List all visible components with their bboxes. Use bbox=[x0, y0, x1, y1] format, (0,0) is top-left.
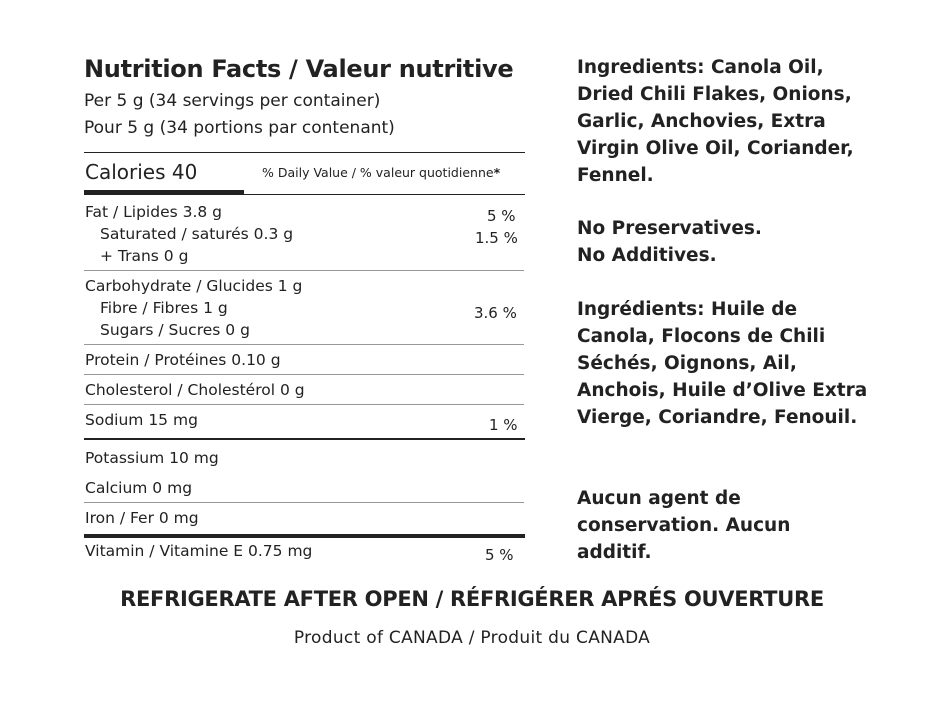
fibre-dv: 3.6 % bbox=[474, 304, 517, 322]
ingredients-fr-label: Ingrédients: bbox=[577, 299, 705, 320]
ingredients-en-label: Ingredients: bbox=[577, 57, 705, 78]
calories: Calories 40 bbox=[85, 160, 198, 184]
trans-row: + Trans 0 g bbox=[100, 247, 189, 265]
fibre-row: Fibre / Fibres 1 g bbox=[100, 299, 228, 317]
iron-row: Iron / Fer 0 mg bbox=[85, 509, 199, 527]
saturated-row: Saturated / saturés 0.3 g bbox=[100, 225, 294, 243]
no-preservatives: No Preservatives. bbox=[577, 218, 762, 239]
potassium-row: Potassium 10 mg bbox=[85, 449, 219, 467]
cholesterol-row: Cholesterol / Cholestérol 0 g bbox=[85, 381, 305, 399]
serving-size-fr: Pour 5 g (34 portions par contenant) bbox=[84, 118, 395, 138]
sodium-dv: 1 % bbox=[489, 416, 518, 434]
no-agent-fr: Aucun agent de conservation. Aucun additif. bbox=[577, 488, 791, 563]
row-separator bbox=[84, 270, 524, 271]
carbohydrate-row: Carbohydrate / Glucides 1 g bbox=[85, 277, 303, 295]
bottom-rule bbox=[84, 534, 525, 538]
row-separator bbox=[84, 374, 524, 375]
no-additives: No Additives. bbox=[577, 245, 717, 266]
daily-value-header-text: % Daily Value / % valeur quotidienne bbox=[262, 165, 494, 180]
sodium-rule bbox=[84, 438, 525, 440]
protein-row: Protein / Protéines 0.10 g bbox=[85, 351, 281, 369]
vitamin-e-dv: 5 % bbox=[485, 546, 514, 564]
saturated-dv: 1.5 % bbox=[475, 229, 518, 247]
row-separator bbox=[84, 502, 524, 503]
sugars-row: Sugars / Sucres 0 g bbox=[100, 321, 250, 339]
daily-value-asterisk: * bbox=[493, 165, 501, 180]
refrigerate-notice: REFRIGERATE AFTER OPEN / RÉFRIGÉRER APRÉS OUVERTURE bbox=[120, 587, 824, 611]
ingredients-en bbox=[577, 54, 877, 189]
row-separator bbox=[84, 344, 524, 345]
top-rule bbox=[84, 152, 525, 153]
ingredients-fr bbox=[577, 296, 877, 431]
vitamin-e-row: Vitamin / Vitamine E 0.75 mg bbox=[85, 542, 313, 560]
daily-value-header bbox=[262, 165, 500, 180]
sodium-row: Sodium 15 mg bbox=[85, 411, 198, 429]
fat-row: Fat / Lipides 3.8 g bbox=[85, 203, 223, 221]
ingredients-en-text: Canola Oil, Dried Chili Flakes, Onions, Garlic, Anchovies, Extra Virgin Olive Oil, Coriander, Fennel. bbox=[577, 57, 854, 186]
calories-thin-rule bbox=[84, 194, 525, 195]
row-separator bbox=[84, 404, 524, 405]
product-origin: Product of CANADA / Produit du CANADA bbox=[293, 628, 651, 648]
nutrition-title: Nutrition Facts / Valeur nutritive bbox=[84, 55, 514, 83]
ingredients-fr-text: Huile de Canola, Flocons de Chili Séchés, Oignons, Ail, Anchois, Huile d’Olive Extra Vierge, Coriandre, Fenouil. bbox=[577, 299, 868, 428]
calcium-row: Calcium 0 mg bbox=[85, 479, 193, 497]
serving-size-en: Per 5 g (34 servings per container) bbox=[84, 91, 381, 111]
fat-dv: 5 % bbox=[487, 207, 516, 225]
